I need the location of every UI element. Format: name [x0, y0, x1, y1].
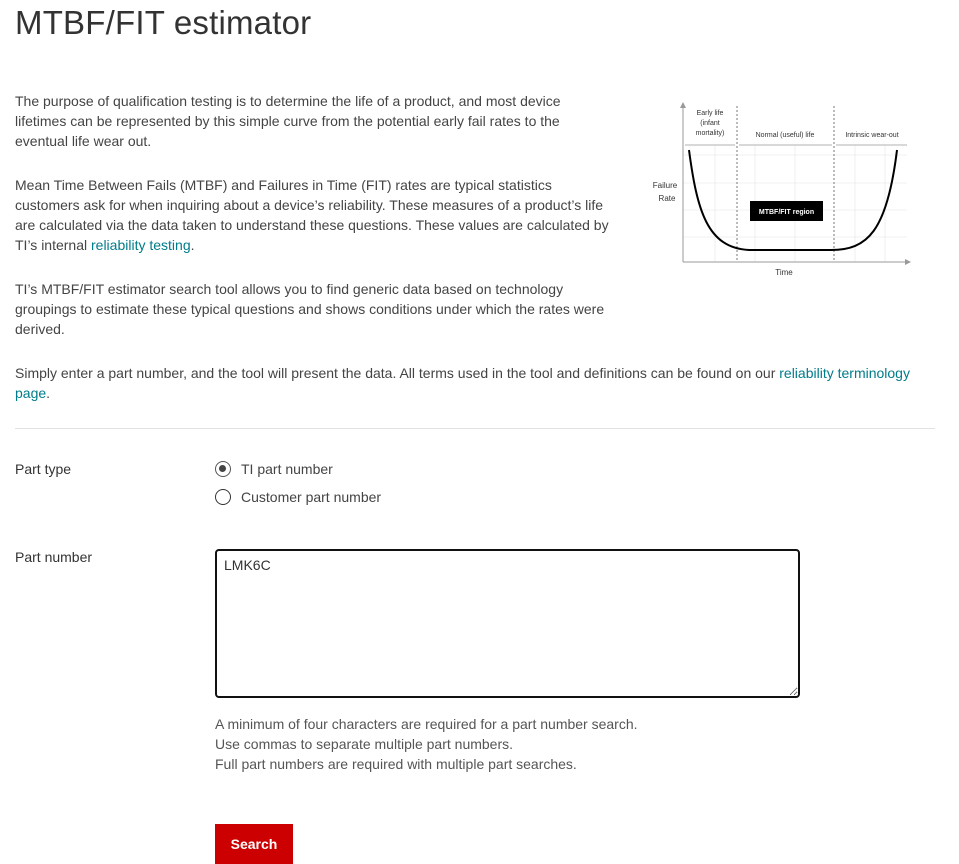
early-life-label-2: (infant	[700, 120, 720, 127]
bathtub-curve-figure	[645, 100, 915, 285]
radio-ti-part-number-label: TI part number	[241, 461, 333, 477]
radio-unchecked-icon[interactable]	[215, 489, 231, 505]
intro-paragraph-1: The purpose of qualification testing is to determine the life of a product, and most device lifetimes can be represented by this simple curve from the potential early fail rates to the eventual life wear out.	[15, 93, 561, 149]
instructions-paragraph	[15, 363, 935, 403]
intro-paragraph-3: TI’s MTBF/FIT estimator search tool allows you to find generic data based on technology groupings to estimate these typical questions and shows conditions under which the rates were derived.	[15, 281, 605, 337]
part-number-input[interactable]	[215, 549, 800, 698]
wear-out-label: Intrinsic wear-out	[845, 132, 899, 139]
help-line-3: Full part numbers are required with multiple part searches.	[215, 756, 577, 772]
part-type-label: Part type	[15, 461, 72, 477]
instructions-paragraph-text: Simply enter a part number, and the tool will present the data. All terms used in the tool and definitions can be found on our	[15, 365, 780, 381]
early-life-label-1: Early life	[696, 110, 724, 117]
search-button[interactable]: Search	[215, 824, 293, 864]
bathtub-curve	[689, 150, 897, 250]
reliability-terminology-link[interactable]: reliability terminology page	[15, 365, 910, 401]
instructions-paragraph-end: .	[46, 385, 51, 401]
reliability-testing-link[interactable]: reliability testing	[91, 237, 191, 253]
help-line-2: Use commas to separate multiple part numbers.	[215, 736, 514, 752]
page-title: MTBF/FIT estimator	[15, 4, 312, 41]
y-axis-label-2: Rate	[658, 194, 676, 203]
section-divider	[15, 428, 935, 429]
radio-customer-part-number-label: Customer part number	[241, 489, 382, 505]
radio-checked-icon[interactable]	[215, 461, 231, 477]
mtbf-region-label: MTBF/FIT region	[758, 209, 815, 216]
help-line-1: A minimum of four characters are required for a part number search.	[215, 716, 638, 732]
x-axis-label: Time	[775, 268, 793, 277]
intro-paragraph-2-text: Mean Time Between Fails (MTBF) and Failures in Time (FIT) rates are typical statistics customers ask for when inquiring about a device’s reliability. These measures of a product’s life are calculated via the data taken to understand these questions. These values are calculated by TI’s internal	[15, 177, 609, 253]
radio-ti-part-number[interactable]	[215, 461, 333, 477]
normal-life-label: Normal (useful) life	[755, 132, 815, 139]
radio-customer-part-number[interactable]	[215, 489, 381, 505]
intro-text	[15, 91, 615, 363]
intro-paragraph-2-end: .	[190, 237, 195, 253]
early-life-label-3: mortality)	[695, 130, 725, 137]
instructions-text	[15, 363, 935, 403]
part-number-label: Part number	[15, 549, 93, 565]
intro-paragraph-2	[15, 175, 615, 255]
y-axis-label-1: Failure	[652, 181, 678, 190]
part-number-help	[215, 714, 638, 774]
